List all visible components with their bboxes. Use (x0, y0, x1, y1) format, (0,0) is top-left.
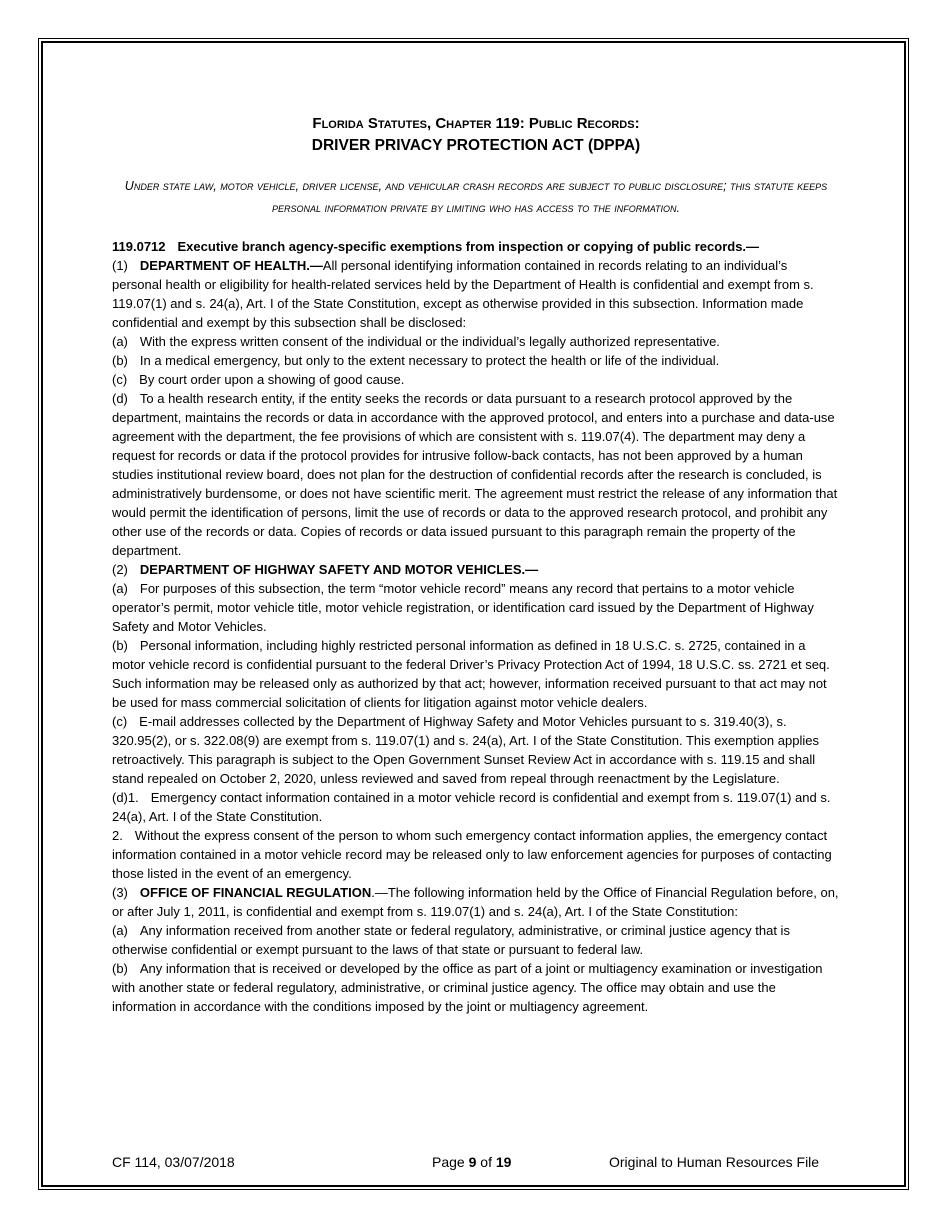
paragraph-3a: (a) Any information received from another state or federal regulatory, administrative, or criminal justice agency that is otherwise confidential or exempt pursuant to the laws of that state or pursuant to federal law. (112, 923, 790, 957)
paragraph-2a: (a) For purposes of this subsection, the term “motor vehicle record” means any record that pertains to a motor vehicle operator’s permit, motor vehicle title, motor vehicle registration, or identification card issued by the Department of Highway Safety and Motor Vehicles. (112, 581, 814, 634)
statute-body (112, 237, 840, 1016)
section-title: Executive branch agency-specific exemptions from inspection or copying of public records.— (177, 239, 760, 254)
document-title-line2: DRIVER PRIVACY PROTECTION ACT (DPPA) (311, 137, 641, 154)
footer-routing: Original to Human Resources File (609, 1154, 820, 1170)
document-content (112, 113, 840, 1016)
paragraph-1d: (d) To a health research entity, if the entity seeks the records or data pursuant to a research protocol approved by the department, maintains the records or data in accordance with the approved protocol, and enters into a purchase and data-use agreement with the department, the fee provisions of which are consistent with s. 119.07(4). The department may deny a request for records or data if the protocol provides for intrusive follow-back contacts, has not been approved by a human studies institutional review board, does not plan for the destruction of confidential records after the research is concluded, is administratively burdensome, or does not have scientific merit. The agreement must restrict the release of any information that would permit the identification of persons, limit the use of records or data to the approved research protocol, and prohibit any other use of the records or data. Copies of records or data issued pursuant to this paragraph remain the property of the department. (112, 391, 838, 558)
document-title-line1: Florida Statutes, Chapter 119: Public Records: (312, 115, 640, 132)
paragraph-2d1: (d)1. Emergency contact information contained in a motor vehicle record is confidential and exempt from s. 119.07(1) and s. 24(a), Art. I of the State Constitution. (112, 790, 831, 824)
section-number: 119.0712 (112, 239, 166, 254)
footer-form-id: CF 114, 03/07/2018 (112, 1154, 235, 1170)
paragraph-1a: (a) With the express written consent of the individual or the individual’s legally authorized representative. (112, 334, 720, 349)
section-heading (112, 237, 840, 256)
paragraph-1c: (c) By court order upon a showing of good cause. (112, 372, 405, 387)
paragraph-2b: (b) Personal information, including highly restricted personal information as defined in 18 U.S.C. s. 2725, contained in a motor vehicle record is confidential pursuant to the federal Driver’s Privacy Protection Act of 1994, 18 U.S.C. ss. 2721 et seq. Such information may be released only as authorized by that act; however, information received pursuant to that act may not be used for mass commercial solicitation of clients for litigation against motor vehicle dealers. (112, 638, 830, 710)
subsection-2: (2) DEPARTMENT OF HIGHWAY SAFETY AND MOTOR VEHICLES.— (112, 562, 539, 577)
total-pages: 19 (495, 1154, 512, 1170)
paragraph-1b: (b) In a medical emergency, but only to the extent necessary to protect the health or life of the individual. (112, 353, 720, 368)
subsection-3: (3) OFFICE OF FINANCIAL REGULATION.—The following information held by the Office of Financial Regulation before, on, or after July 1, 2011, is confidential and exempt from s. 119.07(1) and s. 24(a), Art. I of the State Constitution: (112, 885, 839, 919)
footer-page-number: Page 9 of 19 (432, 1154, 512, 1170)
subsection-1: (1) DEPARTMENT OF HEALTH.—All personal identifying information contained in records relating to an individual’s personal health or eligibility for health-related services held by the Department of Health is confidential and exempt from s. 119.07(1) and s. 24(a), Art. I of the State Constitution, except as otherwise provided in this subsection. Information made confidential and exempt by this subsection shall be disclosed: (112, 258, 814, 330)
paragraph-3b: (b) Any information that is received or developed by the office as part of a joint or multiagency examination or investigation with another state or federal regulatory, administrative, or criminal justice agency. The office may obtain and use the information in accordance with the conditions imposed by the joint or multiagency agreement. (112, 961, 823, 1014)
current-page: 9 (468, 1154, 477, 1170)
paragraph-2c: (c) E-mail addresses collected by the Department of Highway Safety and Motor Vehicles pursuant to s. 319.40(3), s. 320.95(2), or s. 322.08(9) are exempt from s. 119.07(1) and s. 24(a), Art. I of the State Constitution. This exemption applies retroactively. This paragraph is subject to the Open Government Sunset Review Act in accordance with s. 119.15 and shall stand repealed on October 2, 2020, unless reviewed and saved from repeal through reenactment by the Legislature. (112, 714, 819, 786)
paragraph-2d2: 2. Without the express consent of the person to whom such emergency contact information applies, the emergency contact information contained in a motor vehicle record may be released only to law enforcement agencies for purposes of contacting those listed in the event of an emergency. (112, 828, 832, 881)
document-subtitle: Under state law, motor vehicle, driver license, and vehicular crash records are subject to public disclosure; this statute keeps personal information private by limiting who has access to the information. (124, 179, 828, 215)
